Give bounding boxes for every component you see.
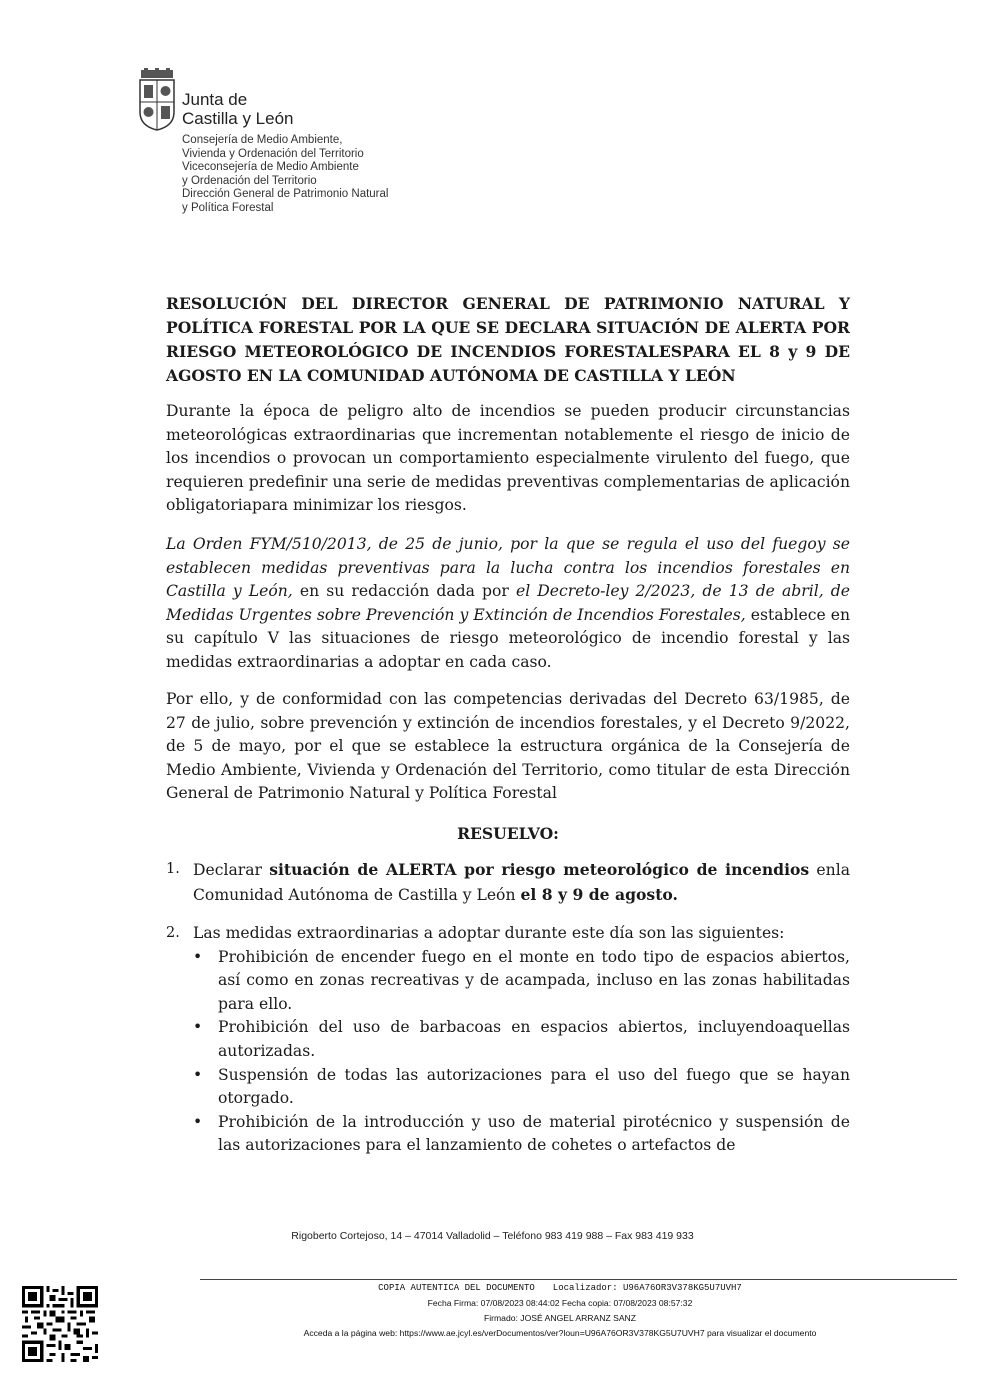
paragraph-intro: Durante la época de peligro alto de incendios se pueden producir circunstancias meteorológicas extraordinarias que incrementan notablemente el riesgo de inicio de los incendios o provocan un comportamiento especialmente virulento del fuego, que requieren predefinir una serie de medidas preventivas complementarias de aplicación obligatoriapara minimizar los riesgos.	[166, 402, 850, 515]
item-number: 1.	[166, 861, 180, 877]
footer-divider	[200, 1279, 957, 1280]
list-item: • Prohibición del uso de barbacoas en espacios abiertos, incluyendoaquellas autorizadas.	[193, 1016, 850, 1063]
dept-line: y Ordenación del Territorio	[182, 174, 317, 187]
header-logo	[138, 68, 418, 228]
dept-line: Viceconsejería de Medio Ambiente	[182, 161, 359, 174]
resolution-item-1	[166, 858, 850, 907]
list-item: • Prohibición de encender fuego en el monte en todo tipo de espacios abiertos, así como en zonas recreativas y de acampada, incluso en las zonas habilitadas para ello.	[193, 946, 850, 1017]
footer-address: Rigoberto Cortejoso, 14 – 47014 Valladolid – Teléfono 983 419 988 – Fax 983 419 933	[291, 1230, 694, 1242]
paragraph-legal-basis: La Orden FYM/510/2013, de 25 de junio, por la que se regula el uso del fuegoy se establecen medidas preventivas para la lucha contra los incendios forestales en Castilla y León, en su redacción dada por el Decreto-ley 2/2023, de 13 de abril, de Medidas Urgentes sobre Prevención y Extinción de Incendios Forestales, establece en su capítulo V las situaciones de riesgo meteorológico de incendio forestal y las medidas extraordinarias a adoptar en cada caso.	[166, 535, 851, 671]
qr-code-icon	[22, 1286, 98, 1362]
org-name: Junta de Castilla y León	[182, 90, 294, 128]
dept-line: Vivienda y Ordenación del Territorio	[182, 147, 364, 160]
measures-list	[193, 946, 850, 1158]
list-item: • Suspensión de todas las autorizaciones para el uso del fuego que se hayan otorgado.	[193, 1064, 850, 1111]
signed-by: Firmado: JOSÉ ANGEL ARRANZ SANZ	[483, 1313, 637, 1323]
copy-authentication-line: COPIA AUTENTICA DEL DOCUMENTO Localizador: U96A76OR3V378KG5U7UVH7	[378, 1283, 742, 1293]
resolution-item-2	[166, 922, 850, 1158]
dept-line: Consejería de Medio Ambiente,	[182, 134, 343, 146]
org-department-lines	[182, 134, 388, 216]
item-text: Declarar situación de ALERTA por riesgo meteorológico de incendios enla Comunidad Autónoma de Castilla y León el 8 y 9 de agosto.	[193, 860, 850, 904]
item-text: Las medidas extraordinarias a adoptar durante este día son las siguientes:	[193, 924, 785, 942]
item-number: 2.	[166, 925, 180, 941]
verification-url: Acceda a la página web: https://www.ae.jcyl.es/verDocumentos/ver?loun=U96A76OR3V378KG5U7UVH7 para visualizar el documento	[303, 1328, 817, 1338]
dept-line: y Política Forestal	[182, 201, 274, 214]
document-title: RESOLUCIÓN DEL DIRECTOR GENERAL DE PATRIMONIO NATURAL Y POLÍTICA FORESTAL POR LA QUE SE DECLARA SITUACIÓN DE ALERTA POR RIESGO METEOROLÓGICO DE INCENDIOS FORESTALESPARA EL 8 y 9 DE AGOSTO EN LA COMUNIDAD AUTÓNOMA DE CASTILLA Y LEÓN	[166, 294, 850, 385]
list-item: • Prohibición de la introducción y uso de material pirotécnico y suspensión de las autorizaciones para el lanzamiento de cohetes o artefactos de	[193, 1111, 850, 1158]
paragraph-competencies: Por ello, y de conformidad con las competencias derivadas del Decreto 63/1985, de 27 de julio, sobre prevención y extinción de incendios forestales, y el Decreto 9/2022, de 5 de mayo, por el que se establece la estructura orgánica de la Consejería de Medio Ambiente, Vivienda y Ordenación del Territorio, como titular de esta Dirección General de Patrimonio Natural y Política Forestal	[166, 690, 850, 803]
dept-line: Dirección General de Patrimonio Natural	[182, 188, 389, 201]
document-locator: Localizador: U96A76OR3V378KG5U7UVH7	[552, 1283, 742, 1293]
coat-of-arms-icon	[138, 68, 176, 132]
signature-dates: Fecha Firma: 07/08/2023 08:44:02 Fecha copia: 07/08/2023 08:57:32	[427, 1298, 693, 1308]
resuelvo-heading: RESUELVO:	[457, 824, 559, 843]
